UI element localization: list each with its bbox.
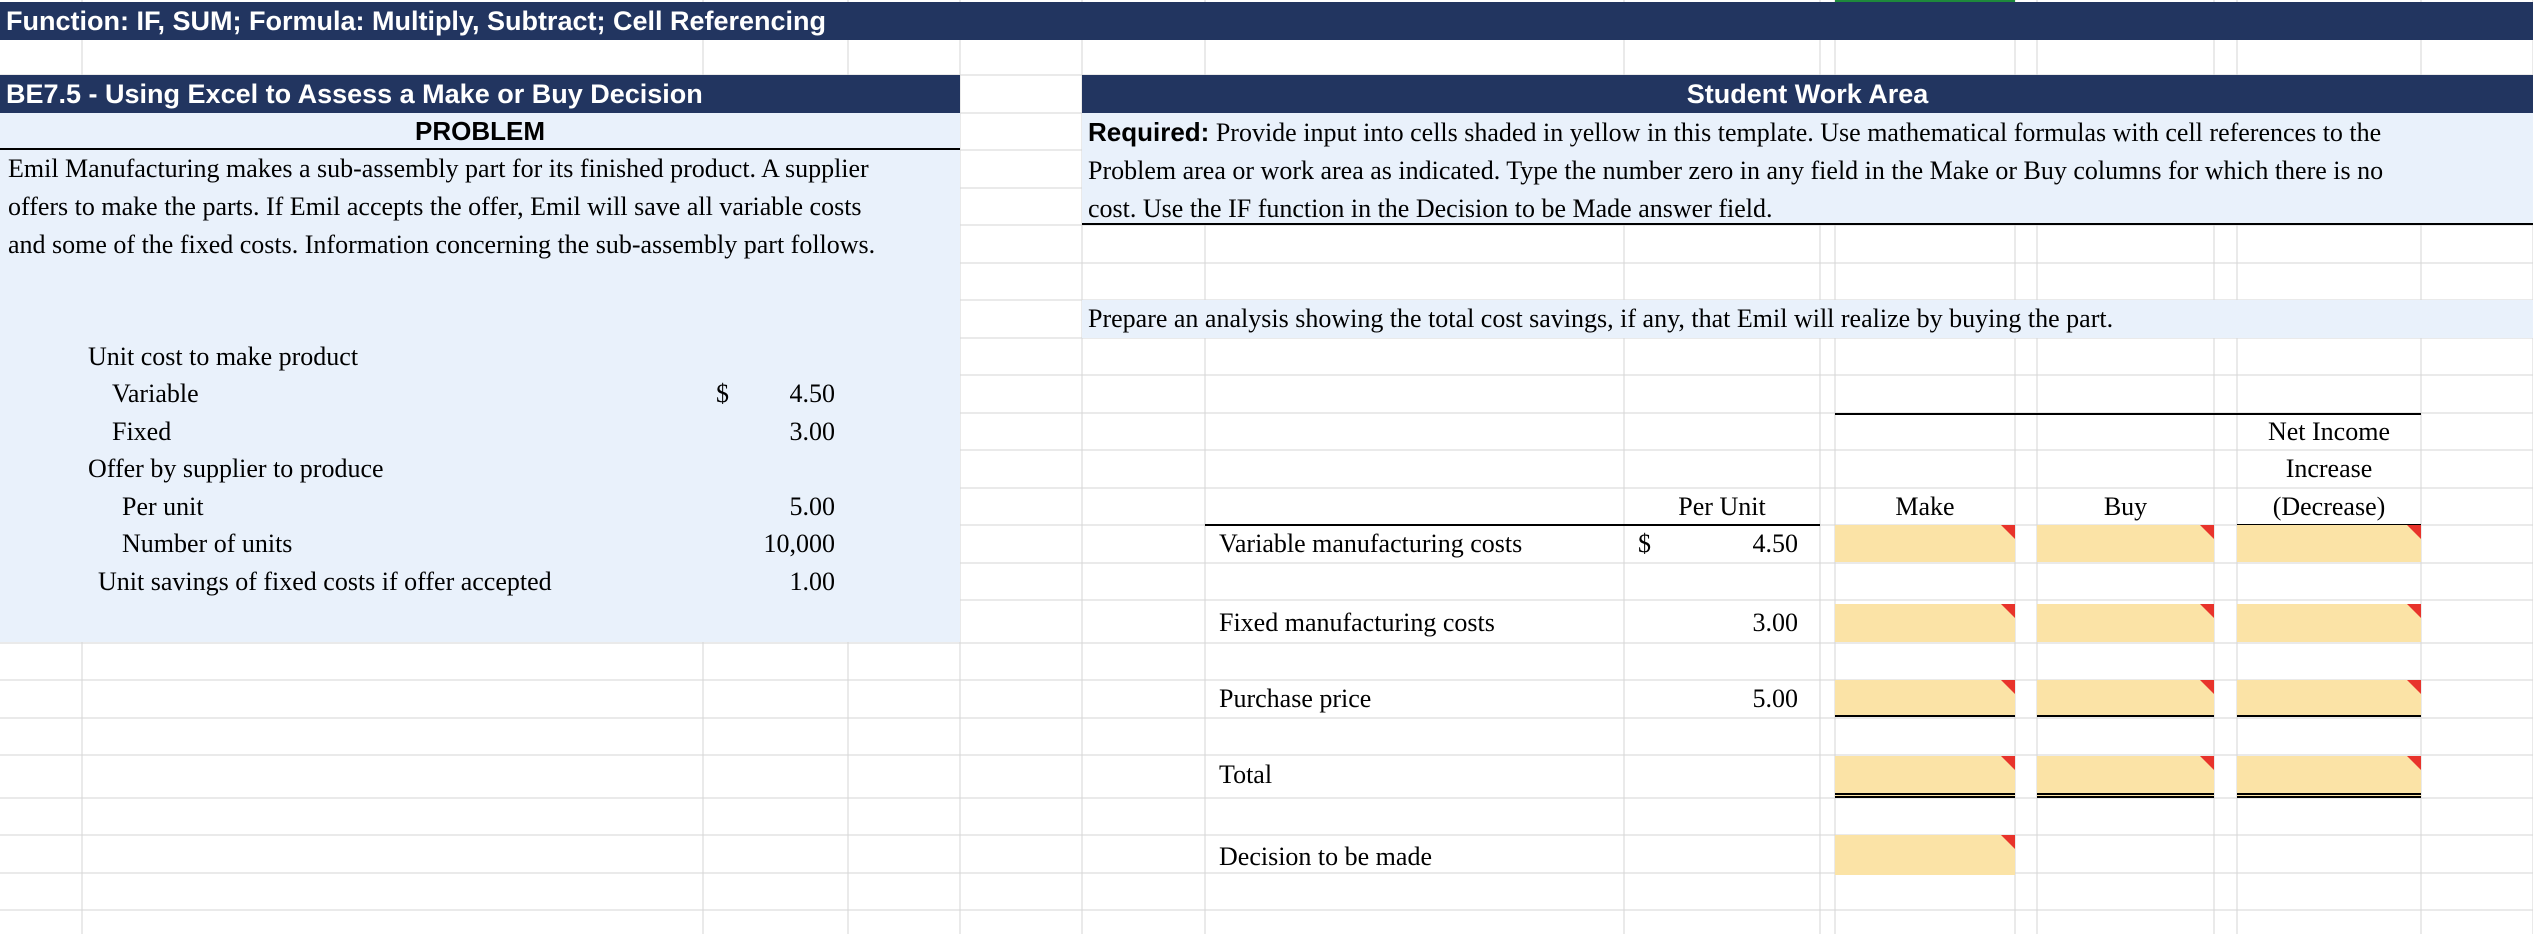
row-label: Total <box>1219 760 1273 789</box>
net-total-input[interactable] <box>2237 756 2421 798</box>
item-label: Per unit <box>122 492 204 521</box>
row-per-unit: 3.00 <box>1752 608 1798 637</box>
column-header-make: Make <box>1895 492 1955 521</box>
item-label: Offer by supplier to produce <box>88 454 384 483</box>
item-value: 3.00 <box>789 417 835 446</box>
item-value: 1.00 <box>789 567 835 596</box>
column-header-net-income: (Decrease) <box>2272 492 2386 521</box>
column-header-net-income: Increase <box>2285 454 2373 483</box>
make-variable-input[interactable] <box>1835 525 2015 562</box>
item-value: 10,000 <box>763 529 835 558</box>
column-header-buy: Buy <box>2103 492 2148 521</box>
required-label: Required: <box>1088 117 1210 147</box>
net-purchase-input[interactable] <box>2237 680 2421 717</box>
make-total-input[interactable] <box>1835 756 2015 798</box>
required-line: Problem area or work area as indicated. Type the number zero in any field in the Make or Buy columns for which there is no <box>1088 156 2384 185</box>
row-label: Purchase price <box>1219 684 1372 713</box>
column-header-net-income: Net Income <box>2267 417 2390 446</box>
net-fixed-input[interactable] <box>2237 604 2421 642</box>
buy-total-input[interactable] <box>2037 756 2214 798</box>
item-value: 5.00 <box>789 492 835 521</box>
row-label: Fixed manufacturing costs <box>1219 608 1495 637</box>
item-label: Fixed <box>112 417 172 446</box>
description-line: and some of the fixed costs. Information concerning the sub-assembly part follows. <box>8 230 876 259</box>
banner-title: Function: IF, SUM; Formula: Multiply, Subtract; Cell Referencing <box>6 6 827 36</box>
net-variable-input[interactable] <box>2237 525 2421 562</box>
description-line: Emil Manufacturing makes a sub-assembly part for its finished product. A supplier <box>8 154 869 183</box>
buy-variable-input[interactable] <box>2037 525 2214 562</box>
prepare-instruction: Prepare an analysis showing the total cost savings, if any, that Emil will realize by buying the part. <box>1082 300 2533 338</box>
required-line: Provide input into cells shaded in yellow in this template. Use mathematical formulas with cell references to the <box>1209 118 2382 147</box>
required-line: cost. Use the IF function in the Decision to be Made answer field. <box>1088 194 1773 223</box>
row-label: Variable manufacturing costs <box>1219 529 1523 558</box>
problem-description <box>8 150 958 264</box>
row-per-unit: 4.50 <box>1752 529 1798 558</box>
buy-purchase-input[interactable] <box>2037 680 2214 717</box>
item-label: Variable <box>112 379 199 408</box>
decision-input[interactable] <box>1835 835 2015 875</box>
make-fixed-input[interactable] <box>1835 604 2015 642</box>
item-label: Unit savings of fixed costs if offer accepted <box>98 567 552 596</box>
required-instructions <box>1082 113 2533 225</box>
item-currency: $ <box>716 379 729 408</box>
row-per-unit: 5.00 <box>1752 684 1798 713</box>
item-label: Number of units <box>122 529 293 558</box>
description-line: offers to make the parts. If Emil accepts the offer, Emil will save all variable costs <box>8 192 862 221</box>
column-header-per-unit: Per Unit <box>1678 492 1766 521</box>
item-value: 4.50 <box>789 379 835 408</box>
buy-fixed-input[interactable] <box>2037 604 2214 642</box>
row-currency: $ <box>1638 529 1651 558</box>
decision-label: Decision to be made <box>1219 842 1432 871</box>
banner <box>0 2 2533 40</box>
problem-header: BE7.5 - Using Excel to Assess a Make or Buy Decision <box>0 75 960 113</box>
item-label: Unit cost to make product <box>88 342 359 371</box>
work-area-header: Student Work Area <box>1082 75 2533 113</box>
problem-subheader: PROBLEM <box>0 113 960 150</box>
make-purchase-input[interactable] <box>1835 680 2015 717</box>
